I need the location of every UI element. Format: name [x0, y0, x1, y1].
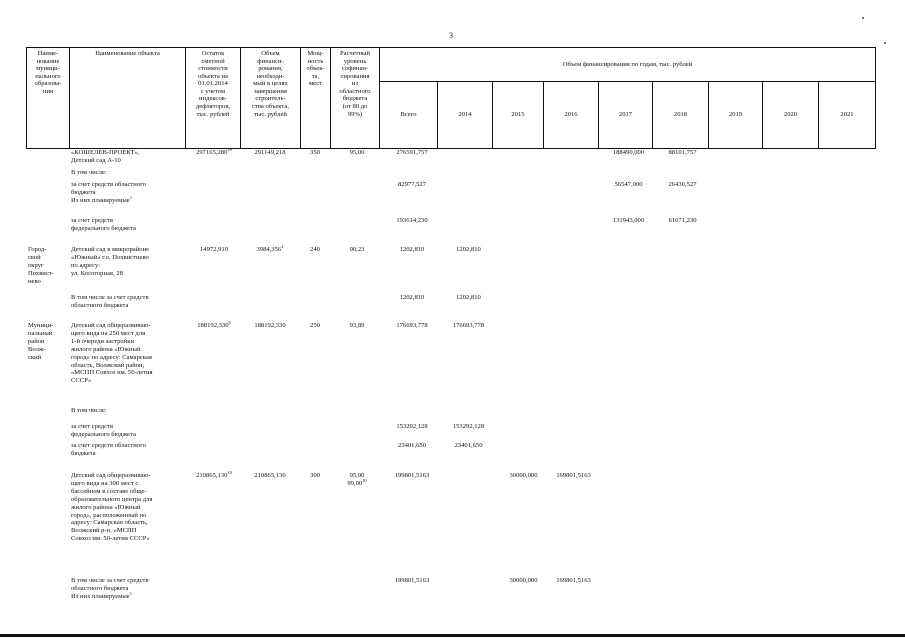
- object-name: «КОШЕЛЕВ-ПРОЕКТ», Детский сад А-10: [71, 149, 140, 164]
- header-year-2016: 2016: [544, 82, 599, 149]
- estimate-balance: 210865,130$^{10}$: [196, 469, 232, 479]
- cofinancing-level: 95,00 99,00$^{10}$: [347, 472, 367, 487]
- amount-2015: 30000,000: [509, 472, 538, 479]
- footnote-mark: 1: [129, 194, 132, 200]
- scan-speck: [884, 42, 886, 44]
- header-year-2018: 2018: [653, 82, 709, 149]
- estimate-balance: 297165,280$^{29}$: [196, 146, 232, 156]
- total-amount: 193614,230: [396, 217, 428, 224]
- table-header: [26, 47, 876, 149]
- capacity: 300: [310, 472, 320, 479]
- header-year-2020: 2020: [763, 82, 819, 149]
- cofinancing-level: 95,00: [349, 149, 365, 156]
- header-financing-volume: Объем финанси- рования, необходи- мый в целях завершения строитель- ства объекта, тыс. рублей: [241, 48, 301, 149]
- object-name: Детский сад общеразвиваю- щего вида на 300 мест с бассейном в составе обще- образовательного центра для жилого района «Южный город», расположенный по адресу: Самарская область, Волжский р-н, «МСПП Совхоз им. 50-летия СССР»: [71, 472, 153, 543]
- header-years-title: Объем финансирования по годам, тыс. рублей: [380, 48, 876, 82]
- amount-2016: 169801,5163: [556, 472, 591, 479]
- financing-volume: 188192,330: [254, 322, 286, 329]
- object-name: за счет средств федерального бюджета: [71, 423, 136, 438]
- footnote-mark: 29: [227, 146, 232, 152]
- amount-2017: 188490,000: [612, 149, 645, 156]
- footnote-mark: 4: [281, 243, 284, 249]
- header-total: Всего: [380, 82, 438, 149]
- header-year-2014: 2014: [438, 82, 493, 149]
- object-name: Детский сад в микрорайоне «Южный» г.о. Похвистнево по адресу: ул. Косогорная, 28: [71, 246, 150, 277]
- object-name: В том числе за счет средств областного бюджета Из них планируемые$^1$: [71, 577, 149, 600]
- capacity: 350: [310, 149, 320, 156]
- amount-2016: 169801,5163: [556, 577, 591, 584]
- footnote-mark: 6: [228, 319, 231, 325]
- amount-2018: 26430,527: [668, 181, 697, 188]
- header-estimate-balance: Остаток сметной стоимости объекта на 01.01.2014 с учетом индексов- дефляторов, тыс. рублей: [186, 48, 241, 149]
- object-name: Детский сад общеразвиваю- щего вида на 250 мест для 1-й очереди застройки жилого района «Южный город» по адресу: Самарская область, Волжский район, «МСПП Совхоз им. 50-летия СССР»: [71, 322, 153, 385]
- object-name: за счет средств федерального бюджета: [71, 217, 136, 232]
- object-name: В том числе за счет средств областного бюджета: [71, 294, 149, 309]
- cofinancing-level: 93,89: [349, 322, 365, 329]
- footnote-mark: 10: [362, 477, 367, 483]
- header-year-2021: 2021: [819, 82, 876, 149]
- footnote-mark: 1: [129, 590, 132, 596]
- header-year-2017: 2017: [599, 82, 653, 149]
- amount-2018: 61671,230: [668, 217, 697, 224]
- amount-2017: 56547,000: [614, 181, 643, 188]
- amount-2014: 23401,650: [454, 442, 483, 449]
- total-amount: 1202,810: [399, 246, 425, 253]
- total-amount: 1202,810: [399, 294, 425, 301]
- amount-2014: 1202,810: [456, 294, 481, 301]
- header-municipality: Наиме- нование муници- пального образова- ния: [27, 48, 70, 149]
- header-object: Наименование объекта: [70, 48, 186, 149]
- object-name: за счет средств областного бюджета: [71, 442, 146, 457]
- header-year-2015: 2015: [493, 82, 544, 149]
- amount-2018: 88101,757: [668, 149, 697, 156]
- estimate-balance: 14972,910: [199, 246, 229, 253]
- total-amount: 82977,527: [397, 181, 427, 188]
- capacity: 250: [310, 322, 320, 329]
- capacity: 240: [310, 246, 320, 253]
- object-name: за счет средств областного бюджета Из них планируемые$^1$: [71, 181, 146, 204]
- total-amount: 153292,128: [396, 423, 428, 430]
- footnote-mark: 10: [227, 469, 232, 475]
- cofinancing-level: 90,23: [349, 246, 365, 253]
- total-amount: 276591,757: [396, 149, 428, 156]
- object-name: В том числе:: [71, 169, 107, 176]
- page-bottom-rule: [0, 634, 905, 637]
- municipality-name: Город- ской округ Похвист- нево: [28, 246, 54, 285]
- scan-speck: [862, 17, 864, 19]
- object-name: В том числе:: [71, 407, 107, 414]
- total-amount: 199801,5163: [394, 577, 430, 584]
- header-capacity: Мощ- ность объек- та, мест: [301, 48, 331, 149]
- financing-volume: 3984,356$^4$: [256, 243, 284, 253]
- municipality-name: Муници- пальный район Волж- ский: [28, 322, 54, 361]
- financing-volume: 291149,218: [254, 149, 286, 156]
- amount-2014: 1202,810: [456, 246, 481, 253]
- page-number: 3: [449, 31, 453, 40]
- financing-volume: 210865,130: [254, 472, 286, 479]
- total-amount: 199801,5163: [394, 472, 430, 479]
- header-year-2019: 2019: [709, 82, 763, 149]
- amount-2014: 153292,128: [452, 423, 485, 430]
- amount-2015: 30000,000: [509, 577, 538, 584]
- estimate-balance: 188192,330$^6$: [197, 319, 231, 329]
- amount-2014: 176693,778: [452, 322, 485, 329]
- amount-2017: 131943,000: [612, 217, 645, 224]
- total-amount: 23401,650: [397, 442, 427, 449]
- header-cofinancing-level: Расчетный уровень софинан- сирования из областного бюджета (от 80 до 99%): [331, 48, 380, 149]
- total-amount: 176693,778: [396, 322, 428, 329]
